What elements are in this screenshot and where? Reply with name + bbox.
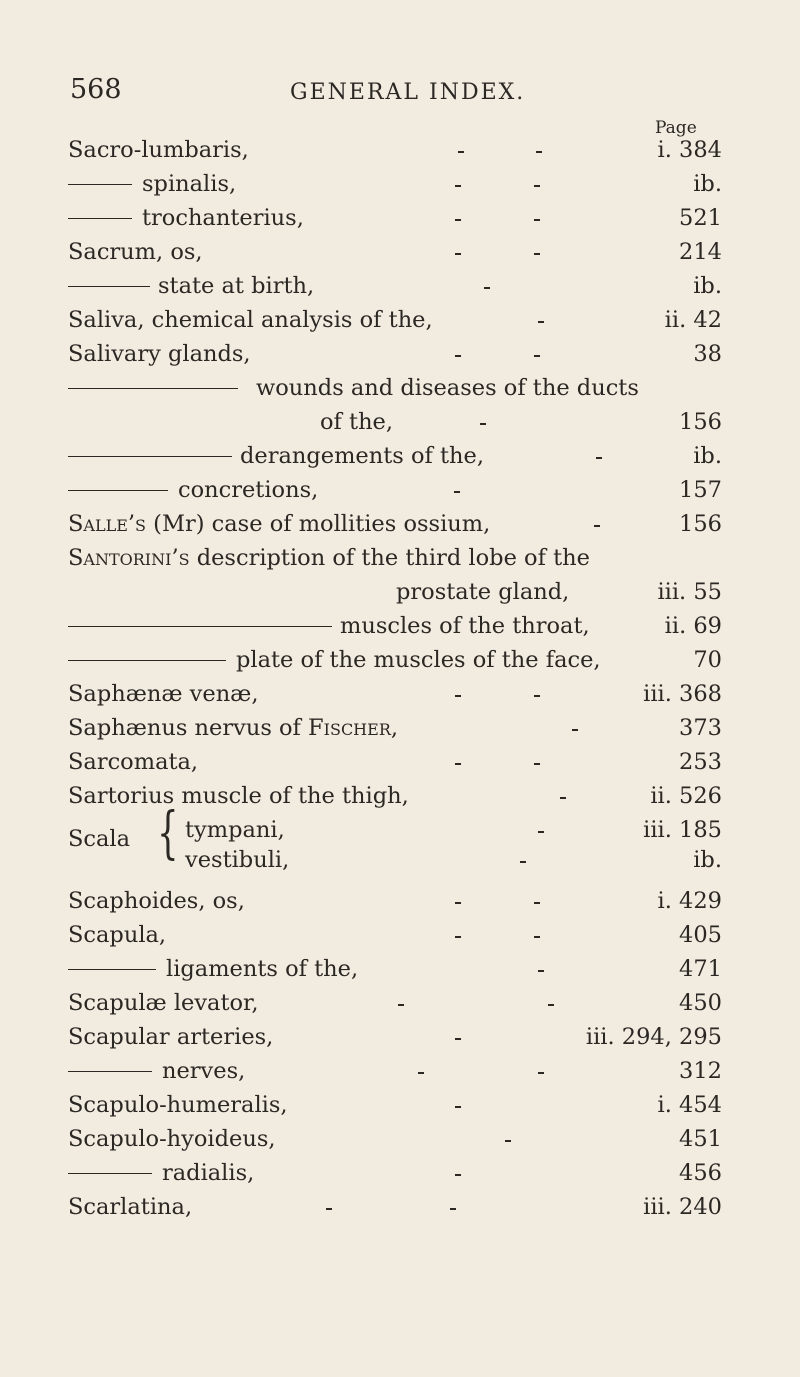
separator xyxy=(538,831,544,833)
page-ref: ii. 42 xyxy=(664,307,722,333)
page-ref: ib. xyxy=(693,443,722,469)
separator xyxy=(455,763,461,765)
entry-text: radialis, xyxy=(162,1160,255,1186)
index-entry xyxy=(0,1156,800,1190)
page-ref: 373 xyxy=(679,715,722,741)
page-ref: 38 xyxy=(693,341,722,367)
entry-text: nerves, xyxy=(162,1058,246,1084)
separator xyxy=(538,1072,544,1074)
separator xyxy=(572,729,578,731)
entry-text: Scaphoides, os, xyxy=(68,888,245,914)
index-entry xyxy=(0,1088,800,1122)
page-ref: 450 xyxy=(679,990,722,1016)
index-entry xyxy=(0,779,800,813)
entry-text xyxy=(68,507,490,541)
page-ref: i. 454 xyxy=(657,1092,722,1118)
entry-text: Scapulo-hyoideus, xyxy=(68,1126,276,1152)
separator xyxy=(458,151,464,153)
separator xyxy=(484,287,490,289)
ditto-dash xyxy=(68,184,132,185)
separator xyxy=(534,355,540,357)
index-entry xyxy=(0,813,800,847)
separator xyxy=(480,423,486,425)
separator xyxy=(534,695,540,697)
separator xyxy=(534,185,540,187)
page-ref: 70 xyxy=(693,647,722,673)
separator xyxy=(534,219,540,221)
index-entry xyxy=(0,711,800,745)
separator xyxy=(455,355,461,357)
entry-text: Saliva, chemical analysis of the, xyxy=(68,307,433,333)
entry-text: tympani, xyxy=(185,817,285,843)
index-entry xyxy=(0,986,800,1020)
separator xyxy=(326,1208,332,1210)
entry-text: spinalis, xyxy=(142,171,237,197)
separator xyxy=(455,219,461,221)
ditto-dash xyxy=(68,969,156,970)
page-ref: ii. 69 xyxy=(664,613,722,639)
entry-text: derangements of the, xyxy=(240,443,485,469)
entry-text: Sarcomata, xyxy=(68,749,199,775)
page-ref: 521 xyxy=(679,205,722,231)
index-entry xyxy=(0,201,800,235)
ditto-dash xyxy=(68,388,238,389)
entry-text: Scapulæ levator, xyxy=(68,990,259,1016)
ditto-dash xyxy=(68,626,332,627)
index-entry xyxy=(0,303,800,337)
page-number: 568 xyxy=(70,74,122,105)
entry-text: Scapular arteries, xyxy=(68,1024,274,1050)
entry-text: of the, xyxy=(320,409,394,435)
entry-text: wounds and diseases of the ducts xyxy=(256,375,639,401)
index-entry xyxy=(0,1122,800,1156)
page-ref: iii. 55 xyxy=(657,579,722,605)
page-ref: 253 xyxy=(679,749,722,775)
entry-text: trochanterius, xyxy=(142,205,304,231)
entry-text: vestibuli, xyxy=(185,847,290,873)
separator xyxy=(455,902,461,904)
index-entry xyxy=(0,1054,800,1088)
index-entry xyxy=(0,167,800,201)
separator xyxy=(450,1208,456,1210)
page-ref: i. 429 xyxy=(657,888,722,914)
entry-text: state at birth, xyxy=(158,273,315,299)
entry-rest: description of the third lobe of the xyxy=(189,545,590,571)
separator xyxy=(596,457,602,459)
separator xyxy=(398,1004,404,1006)
ditto-dash xyxy=(68,1071,152,1072)
entry-text: Sacrum, os, xyxy=(68,239,203,265)
separator xyxy=(534,902,540,904)
page-ref: 405 xyxy=(679,922,722,948)
index-entry xyxy=(0,507,800,541)
entry-text: plate of the muscles of the face, xyxy=(236,647,601,673)
index-entry xyxy=(0,541,800,575)
entry-text: concretions, xyxy=(178,477,319,503)
entry-text xyxy=(68,711,398,745)
index-entry xyxy=(0,884,800,918)
separator xyxy=(534,763,540,765)
index-entry xyxy=(0,405,800,439)
scala-word: Scala xyxy=(68,826,131,852)
index-entry xyxy=(0,575,800,609)
separator xyxy=(455,1106,461,1108)
entry-rest: (Mr) case of mollities ossium, xyxy=(146,511,491,537)
index-entry xyxy=(0,643,800,677)
index-entry xyxy=(0,1020,800,1054)
entry-rest: , xyxy=(390,715,399,741)
index-entry xyxy=(0,745,800,779)
separator xyxy=(454,491,460,493)
page-column-heading: Page xyxy=(655,118,697,138)
separator xyxy=(520,861,526,863)
index-entry xyxy=(0,843,800,877)
entry-pre: Saphænus nervus of xyxy=(68,715,309,741)
entry-text: Scapula, xyxy=(68,922,167,948)
index-entry xyxy=(0,269,800,303)
separator xyxy=(418,1072,424,1074)
separator xyxy=(538,970,544,972)
page-ref: ib. xyxy=(693,171,722,197)
running-head: GENERAL INDEX. xyxy=(290,80,526,105)
page-ref: 156 xyxy=(679,511,722,537)
entry-text: muscles of the throat, xyxy=(340,613,590,639)
index-entry xyxy=(0,235,800,269)
separator xyxy=(455,936,461,938)
index-entry xyxy=(0,133,800,167)
page-ref: iii. 294, 295 xyxy=(585,1024,722,1050)
separator xyxy=(538,321,544,323)
separator xyxy=(455,253,461,255)
separator xyxy=(594,525,600,527)
page-ref: iii. 368 xyxy=(643,681,722,707)
index-entry xyxy=(0,337,800,371)
entry-text: Scarlatina, xyxy=(68,1194,193,1220)
page-ref: ii. 526 xyxy=(650,783,722,809)
author-name: Fischer xyxy=(308,715,391,741)
index-entry xyxy=(0,371,800,405)
index-entry xyxy=(0,1190,800,1224)
author-name: Santorini’s xyxy=(68,545,190,571)
index-entry xyxy=(0,677,800,711)
page-ref: iii. 240 xyxy=(643,1194,722,1220)
separator xyxy=(548,1004,554,1006)
author-name: Salle’s xyxy=(68,511,147,537)
index-entry xyxy=(0,918,800,952)
page-ref: iii. 185 xyxy=(643,817,722,843)
index-entry xyxy=(0,609,800,643)
page-ref: 214 xyxy=(679,239,722,265)
ditto-dash xyxy=(68,1173,152,1174)
entry-text: Sartorius muscle of the thigh, xyxy=(68,783,409,809)
page-ref: ib. xyxy=(693,273,722,299)
separator xyxy=(455,185,461,187)
page-ref: i. 384 xyxy=(657,137,722,163)
page-ref: ib. xyxy=(693,847,722,873)
page-ref: 456 xyxy=(679,1160,722,1186)
page-ref: 312 xyxy=(679,1058,722,1084)
page-ref: 471 xyxy=(679,956,722,982)
separator xyxy=(534,936,540,938)
index-entry xyxy=(0,952,800,986)
separator xyxy=(455,1174,461,1176)
separator xyxy=(455,1038,461,1040)
entry-text: ligaments of the, xyxy=(166,956,359,982)
ditto-dash xyxy=(68,218,132,219)
entry-text: Saphænæ venæ, xyxy=(68,681,259,707)
entry-text: Scapulo-humeralis, xyxy=(68,1092,288,1118)
ditto-dash xyxy=(68,490,168,491)
page-ref: 451 xyxy=(679,1126,722,1152)
ditto-dash xyxy=(68,286,150,287)
separator xyxy=(534,253,540,255)
ditto-dash xyxy=(68,660,226,661)
separator xyxy=(560,797,566,799)
page-ref: 156 xyxy=(679,409,722,435)
brace: { xyxy=(157,801,179,866)
entry-text xyxy=(68,541,590,575)
entry-text: prostate gland, xyxy=(396,579,570,605)
index-entry xyxy=(0,439,800,473)
separator xyxy=(505,1140,511,1142)
index-entry xyxy=(0,473,800,507)
ditto-dash xyxy=(68,456,232,457)
entry-text: Sacro-lumbaris, xyxy=(68,137,249,163)
page-ref: 157 xyxy=(679,477,722,503)
entry-text: Salivary glands, xyxy=(68,341,251,367)
separator xyxy=(536,151,542,153)
separator xyxy=(455,695,461,697)
